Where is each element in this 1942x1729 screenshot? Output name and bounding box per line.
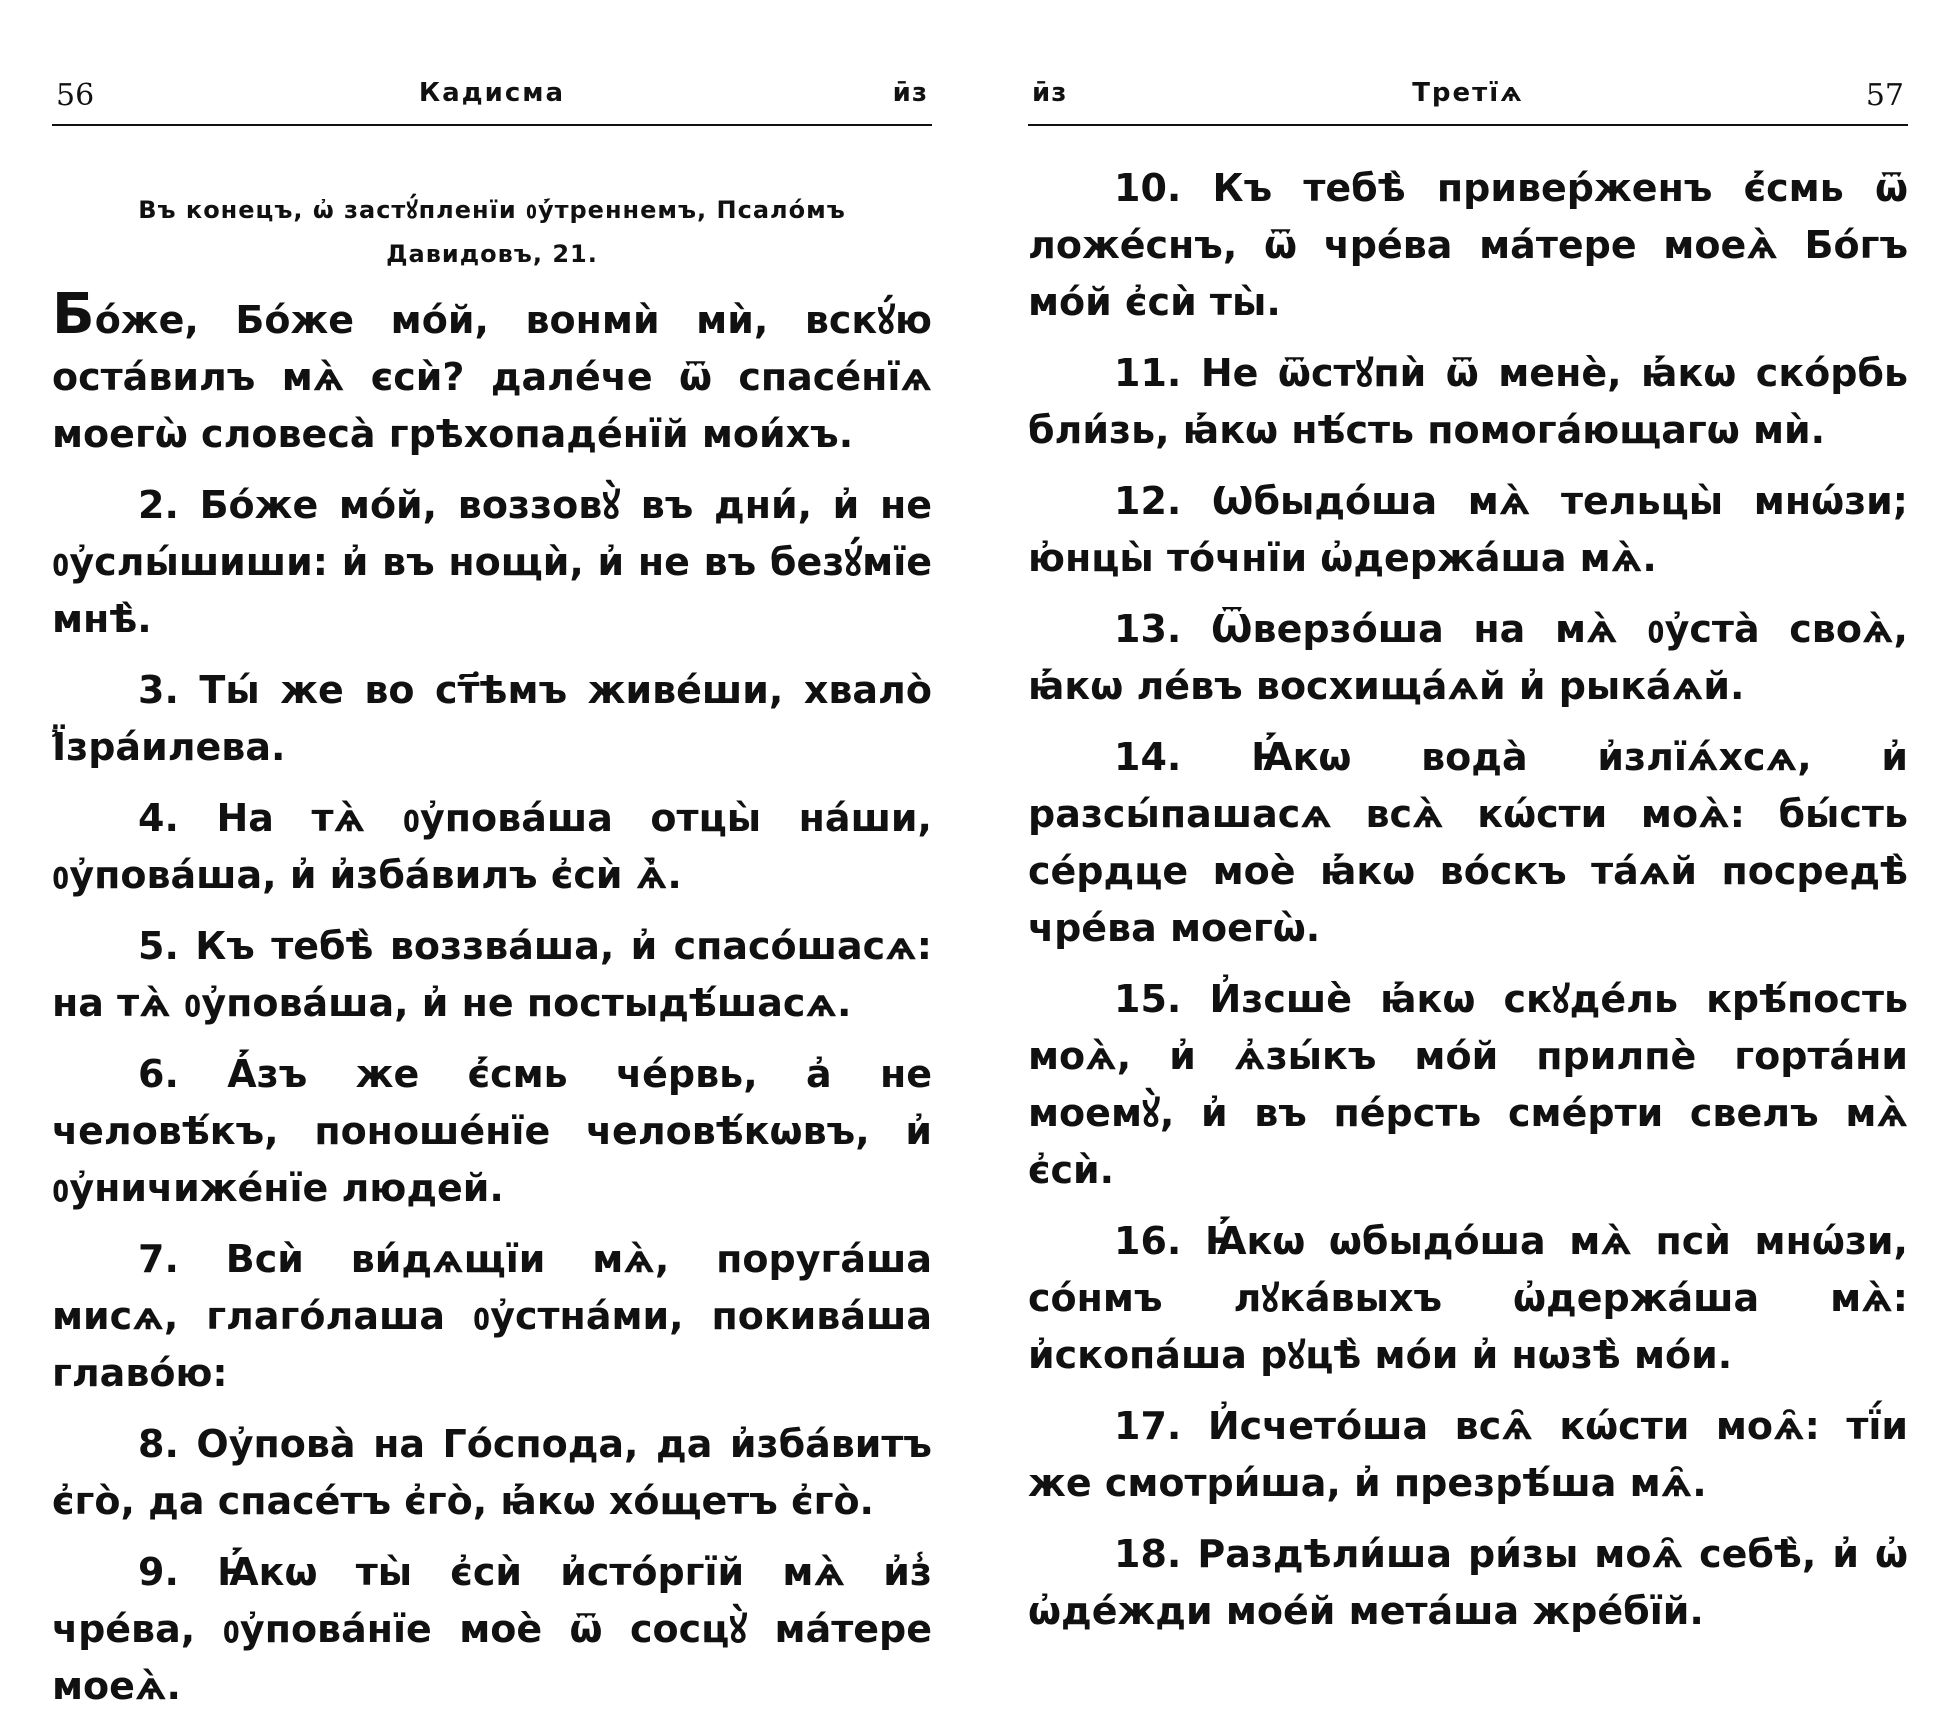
verse-text: Всѝ ви́дѧщїи мѧ̀, поруга́ша мисѧ, глаго́лаша ᲂу҆стна́ми, покива́ша главо́ю: (52, 1237, 932, 1395)
right-page (1028, 0, 1909, 1633)
verse-15 (1028, 971, 1908, 1199)
verse-10 (1028, 160, 1908, 331)
verse-14 (1028, 729, 1908, 957)
verse-13 (1028, 601, 1908, 715)
verse-number: 5. (138, 924, 179, 968)
verse-number: 18. (1114, 1532, 1182, 1576)
verse-text: На тѧ̀ ᲂу҆пова́ша отцы̀ на́ши, ᲂу҆пова́ша, и҆ и҆зба́вилъ є҆сѝ ѧ҆̀. (52, 796, 932, 897)
verse-text: Къ тебѣ̀ привер́женъ є҆́смь ѿ ложе́снъ, ѿ чре́ва ма́тере моеѧ̀ Бо́гъ мо́й є҆сѝ ты̀. (1028, 166, 1908, 324)
superscription-line-1: Въ конецъ, ѡ҆ застꙋ́пленїи ᲂу҆́треннемъ, Псало́мъ (138, 196, 846, 224)
verse-7 (52, 1231, 932, 1402)
kathisma-number-left: ӣз (892, 78, 928, 108)
verse-number: 13. (1114, 607, 1182, 651)
verse-number: 6. (138, 1052, 179, 1096)
verse-text: Не ѿстꙋпѝ ѿ менѐ, ꙗ҆́кѡ ско́рбь бли́зь, ꙗ҆́кѡ нѣ́сть помога́ющагѡ мѝ. (1028, 351, 1908, 452)
verse-12 (1028, 473, 1908, 587)
verse-text: о́же, Бо́же мо́й, вонмѝ мѝ, вскꙋ́ю оста́вилъ мѧ̀ єсѝ? дале́че ѿ спасе́нїѧ моегѡ̀ словеса̀ грѣхопаде́нїй мои́хъ. (52, 298, 932, 456)
verse-9 (52, 1544, 932, 1715)
verse-17 (1028, 1398, 1908, 1512)
verse-text: Ꙗ҆́кѡ ты̀ є҆сѝ и҆сто́ргїй мѧ̀ и҆з̾ чре́ва, ᲂу҆пова́нїе моѐ ѿ сосцꙋ̀ ма́тере моеѧ̀. (52, 1550, 933, 1708)
verse-text: Ѡбыдо́ша мѧ̀ тельцы̀ мнѡ́зи; ю҆нцы̀ то́чнїи ѡ҆держа́ша мѧ̀. (1028, 479, 1909, 580)
verse-number: 14. (1114, 735, 1182, 779)
verse-number: 3. (138, 668, 179, 712)
verse-text: Ꙗ҆́кѡ ѡбыдо́ша мѧ̀ псѝ мнѡ́зи, со́нмъ лꙋка́выхъ ѡ҆держа́ша мѧ̀: и҆скопа́ша рꙋцѣ̀ мо́и и҆ нѡзѣ̀ мо́и. (1028, 1219, 1908, 1377)
verse-text: Бо́же мо́й, воззовꙋ̀ въ дни́, и҆ не ᲂу҆слы́шиши: и҆ въ нощѝ, и҆ не въ безꙋ́мїе мнѣ̀. (52, 483, 932, 641)
running-head-right (1028, 78, 1908, 126)
verse-text: И҆зсшѐ ꙗ҆́кѡ скꙋде́ль крѣ́пость моѧ̀, и҆ ѧ҆зы́къ мо́й прилпѐ горта́ни моемꙋ̀, и҆ въ пе́рсть сме́рти свелъ мѧ̀ є҆сѝ. (1028, 977, 1908, 1192)
verse-text: Ѿверзо́ша на мѧ̀ ᲂу҆ста̀ своѧ̀, ꙗ҆́кѡ ле́въ восхища́ѧй и҆ рыка́ѧй. (1028, 607, 1908, 708)
verse-3 (52, 662, 932, 776)
running-head-left (52, 78, 932, 126)
verse-number: 7. (138, 1237, 179, 1281)
drop-cap: Б (52, 282, 95, 347)
verse-number: 11. (1114, 351, 1182, 395)
left-page (52, 0, 933, 1708)
verse-number: 17. (1114, 1404, 1182, 1448)
verse-1 (52, 282, 932, 463)
verse-number: 16. (1114, 1219, 1182, 1263)
right-page-text (1028, 160, 1908, 1654)
verse-number: 10. (1114, 166, 1182, 210)
verse-4 (52, 790, 932, 904)
psalm-superscription (72, 188, 912, 276)
verse-number: 2. (138, 483, 179, 527)
verse-text: Ꙗ҆́кѡ вода̀ и҆злїѧ́хсѧ, и҆ разсы́пашасѧ всѧ̀ кѡ́сти моѧ̀: бы́сть се́рдце моѐ ꙗ҆́кѡ во́скъ та́ѧй посредѣ̀ чре́ва моегѡ̀. (1028, 735, 1908, 950)
verse-6 (52, 1046, 932, 1217)
page-number-right: 57 (1865, 78, 1904, 113)
kathisma-number-right: ӣз (1032, 78, 1068, 108)
verse-11 (1028, 345, 1908, 459)
verse-5 (52, 918, 932, 1032)
verse-16 (1028, 1213, 1908, 1384)
verse-18 (1028, 1526, 1908, 1640)
verse-text: А҆́зъ же є҆́смь че́рвь, а҆ не человѣ́къ, поноше́нїе человѣ́кѡвъ, и҆ ᲂу҆ничиже́нїе людей. (52, 1052, 932, 1210)
verse-2 (52, 477, 932, 648)
verse-number: 9. (138, 1550, 179, 1594)
verse-text: Раздѣли́ша ри́зы моѧ̑ себѣ̀, и҆ ѡ҆ ѡ҆де́жди мое́й мета́ша жре́бїй. (1028, 1532, 1909, 1633)
verse-8 (52, 1416, 932, 1530)
verse-text: И҆счето́ша всѧ̑ кѡ́сти моѧ̑: тї́и же смотри́ша, и҆ презрѣ́ша мѧ̑. (1028, 1404, 1909, 1505)
verse-number: 8. (138, 1422, 179, 1466)
left-page-text (52, 282, 933, 1729)
verse-number: 12. (1114, 479, 1182, 523)
page-number-left: 56 (56, 78, 95, 113)
verse-number: 15. (1114, 977, 1182, 1021)
verse-number: 4. (138, 796, 179, 840)
superscription-line-2: Давидовъ, 21. (386, 240, 598, 268)
verse-text: Ты́ же во ст҃ѣмъ живе́ши, хвало̀ Ї҆зра́илева. (52, 668, 932, 769)
verse-text: Къ тебѣ̀ воззва́ша, и҆ спасо́шасѧ: на тѧ̀ ᲂу҆пова́ша, и҆ не постыдѣ́шасѧ. (52, 924, 932, 1025)
running-title-right: Третїѧ (1412, 78, 1524, 108)
verse-text: Оу҆пова̀ на Го́спода, да и҆зба́витъ є҆го̀, да спасе́тъ є҆го̀, ꙗ҆́кѡ хо́щетъ є҆го̀. (52, 1422, 932, 1523)
running-title-left: Кадисма (418, 78, 566, 108)
